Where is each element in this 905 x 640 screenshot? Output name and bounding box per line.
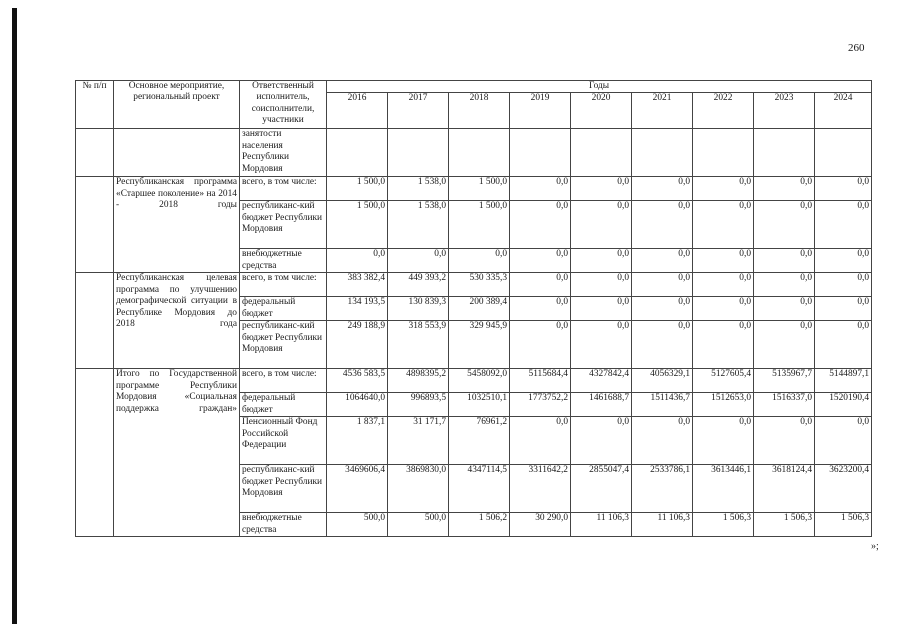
value-cell: 0,0 [815,273,872,297]
value-cell: 1 500,0 [449,201,510,249]
responsible-cell: республиканс-кий бюджет Республики Мордовия [240,321,327,369]
value-cell: 1 506,3 [815,513,872,537]
value-cell: 31 171,7 [388,417,449,465]
value-cell: 4056329,1 [632,369,693,393]
value-cell: 76961,2 [449,417,510,465]
table-row [76,369,872,393]
value-cell: 0,0 [754,201,815,249]
event-cell [114,129,240,177]
year-header-cell: 2017 [388,93,449,129]
responsible-cell: федеральный бюджет [240,393,327,417]
value-cell: 2855047,4 [571,465,632,513]
value-cell: 0,0 [510,297,571,321]
value-cell: 1032510,1 [449,393,510,417]
value-cell: 0,0 [571,297,632,321]
responsible-cell: внебюджетные средства [240,249,327,273]
value-cell: 4536 583,5 [327,369,388,393]
value-cell: 0,0 [693,273,754,297]
value-cell: 1520190,4 [815,393,872,417]
value-cell: 11 106,3 [571,513,632,537]
value-cell: 1 500,0 [327,201,388,249]
value-cell: 5144897,1 [815,369,872,393]
year-header-cell: 2023 [754,93,815,129]
value-cell: 249 188,9 [327,321,388,369]
header-years: Годы [327,81,872,93]
value-cell: 329 945,9 [449,321,510,369]
responsible-cell: федеральный бюджет [240,297,327,321]
year-header-cell: 2020 [571,93,632,129]
value-cell: 30 290,0 [510,513,571,537]
value-cell: 0,0 [571,321,632,369]
value-cell: 0,0 [754,321,815,369]
header-number: № п/п [76,81,114,129]
value-cell: 0,0 [510,273,571,297]
value-cell: 5115684,4 [510,369,571,393]
value-cell: 3469606,4 [327,465,388,513]
value-cell: 2533786,1 [632,465,693,513]
value-cell: 0,0 [327,249,388,273]
value-cell: 500,0 [388,513,449,537]
value-cell: 5458092,0 [449,369,510,393]
value-cell: 0,0 [510,321,571,369]
year-header-cell: 2021 [632,93,693,129]
budget-table [75,80,872,537]
continuation-row [76,129,872,177]
value-cell: 0,0 [632,297,693,321]
value-cell: 0,0 [571,249,632,273]
table-row [76,273,872,297]
value-cell: 0,0 [754,249,815,273]
value-cell: 3869830,0 [388,465,449,513]
responsible-cell: всего, в том числе: [240,177,327,201]
value-cell: 200 389,4 [449,297,510,321]
header-row [76,81,872,93]
value-cell: 0,0 [571,417,632,465]
value-cell: 0,0 [693,249,754,273]
value-cell: 383 382,4 [327,273,388,297]
value-cell: 5127605,4 [693,369,754,393]
value-cell: 0,0 [571,273,632,297]
value-cell: 0,0 [632,273,693,297]
value-cell: 1512653,0 [693,393,754,417]
value-cell: 0,0 [754,417,815,465]
value-cell: 0,0 [632,321,693,369]
year-header-cell: 2016 [327,93,388,129]
value-cell: 0,0 [754,273,815,297]
value-cell: 449 393,2 [388,273,449,297]
trailing-mark: »; [871,541,879,552]
value-cell: 1461688,7 [571,393,632,417]
responsible-cell: внебюджетные средства [240,513,327,537]
value-cell: 1 506,2 [449,513,510,537]
value-cell: 0,0 [510,201,571,249]
year-header-cell: 2019 [510,93,571,129]
value-cell: 0,0 [815,417,872,465]
value-cell: 1 538,0 [388,201,449,249]
value-cell: 1 538,0 [388,177,449,201]
number-cell [76,369,114,537]
value-cell: 1 506,3 [693,513,754,537]
value-cell: 1 500,0 [449,177,510,201]
value-cell: 0,0 [815,297,872,321]
value-cell: 0,0 [571,201,632,249]
value-cell: 130 839,3 [388,297,449,321]
responsible-cell: занятости населения Республики Мордовия [240,129,327,177]
value-cell: 3618124,4 [754,465,815,513]
value-cell: 0,0 [693,321,754,369]
value-cell: 0,0 [510,249,571,273]
value-cell: 1 506,3 [754,513,815,537]
value-cell: 1 837,1 [327,417,388,465]
responsible-cell: республиканс-кий бюджет Республики Мордовия [240,465,327,513]
value-cell: 0,0 [815,249,872,273]
value-cell: 0,0 [632,201,693,249]
value-cell: 0,0 [510,417,571,465]
value-cell: 0,0 [754,297,815,321]
year-header-cell: 2022 [693,93,754,129]
number-cell [76,273,114,369]
value-cell: 0,0 [693,297,754,321]
value-cell: 3623200,4 [815,465,872,513]
value-cell: 0,0 [815,321,872,369]
year-header-cell: 2018 [449,93,510,129]
value-cell: 1511436,7 [632,393,693,417]
value-cell: 996893,5 [388,393,449,417]
value-cell: 0,0 [693,177,754,201]
value-cell: 0,0 [632,417,693,465]
value-cell: 0,0 [632,177,693,201]
value-cell: 0,0 [815,201,872,249]
value-cell: 4898395,2 [388,369,449,393]
value-cell: 0,0 [693,417,754,465]
value-cell: 530 335,3 [449,273,510,297]
number-cell [76,177,114,273]
left-margin-rule [12,8,17,624]
value-cell: 134 193,5 [327,297,388,321]
value-cell: 11 106,3 [632,513,693,537]
responsible-cell: всего, в том числе: [240,369,327,393]
value-cell: 3311642,2 [510,465,571,513]
page-number: 260 [848,42,865,54]
value-cell: 0,0 [754,177,815,201]
number-cell [76,129,114,177]
header-event: Основное мероприятие, региональный проект [114,81,240,129]
value-cell: 3613446,1 [693,465,754,513]
responsible-cell: республиканс-кий бюджет Республики Мордовия [240,201,327,249]
value-cell: 0,0 [449,249,510,273]
value-cell: 5135967,7 [754,369,815,393]
event-title: Итого по Государственной программе Республики Мордовия «Социальная поддержка граждан» [114,369,240,537]
value-cell: 1064640,0 [327,393,388,417]
value-cell: 0,0 [815,177,872,201]
value-cell: 4347114,5 [449,465,510,513]
table-row [76,177,872,201]
value-cell: 1773752,2 [510,393,571,417]
value-cell: 1516337,0 [754,393,815,417]
value-cell: 1 500,0 [327,177,388,201]
year-header-cell: 2024 [815,93,872,129]
value-cell: 0,0 [388,249,449,273]
value-cell: 4327842,4 [571,369,632,393]
value-cell: 0,0 [693,201,754,249]
value-cell: 0,0 [510,177,571,201]
header-responsible: Ответственный исполнитель, соисполнители, участники [240,81,327,129]
event-title: Республиканская целевая программа по улучшению демографической ситуации в Республике Мордовия до 2018 года [114,273,240,369]
responsible-cell: всего, в том числе: [240,273,327,297]
value-cell: 318 553,9 [388,321,449,369]
value-cell: 0,0 [632,249,693,273]
value-cell: 0,0 [571,177,632,201]
responsible-cell: Пенсионный Фонд Российской Федерации [240,417,327,465]
event-title: Республиканская программа «Старшее поколение» на 2014 - 2018 годы [114,177,240,273]
value-cell: 500,0 [327,513,388,537]
